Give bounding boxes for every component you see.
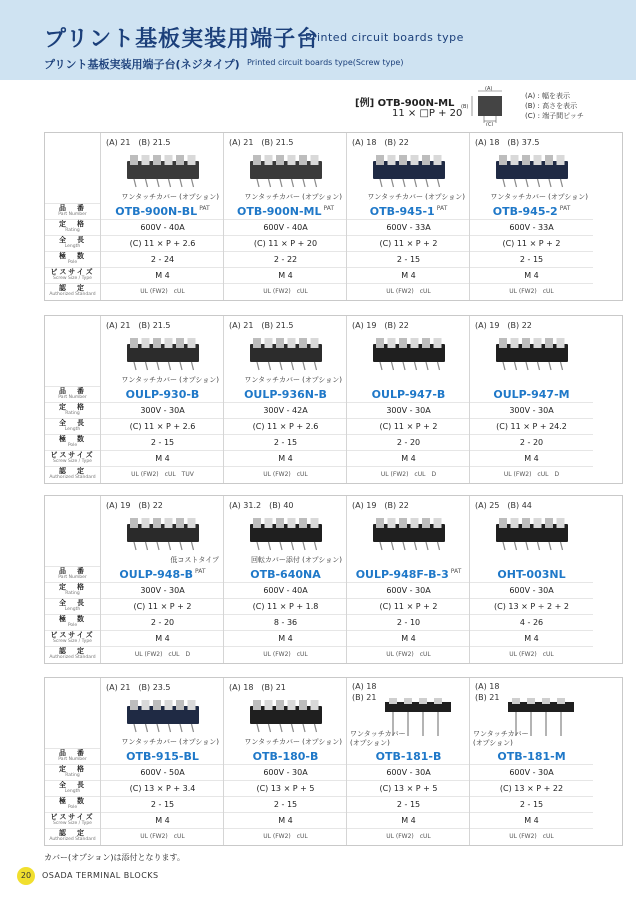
page-header xyxy=(0,0,636,80)
product-dimensions: (A) 31.2 (B) 40 xyxy=(229,501,294,510)
product-length: (C) 11 × P + 2.6 xyxy=(101,235,224,251)
product-length: (C) 13 × P + 22 xyxy=(470,780,593,796)
product-dimensions: (A) 21 (B) 23.5 xyxy=(106,683,171,692)
product-caption: ワンタッチカバー (オプション) xyxy=(244,376,342,384)
product-dimensions: (A) 25 (B) 44 xyxy=(475,501,532,510)
product-rating: 300V - 30A xyxy=(470,402,593,418)
product-group-1 xyxy=(44,132,623,301)
label-authorized-standard: 認 定 Authorized Standard xyxy=(45,646,100,662)
label-screw-size: ビスサイズ Screw Size / Type xyxy=(45,450,100,466)
product-poles: 2 - 15 xyxy=(347,251,470,267)
product-poles: 2 - 10 xyxy=(347,614,470,630)
label-screw-size: ビスサイズ Screw Size / Type xyxy=(45,630,100,646)
label-authorized-standard: 認 定 Authorized Standard xyxy=(45,283,100,299)
product-screw-size: M 4 xyxy=(347,450,470,466)
example-legend xyxy=(525,91,584,121)
patent-mark: PAT xyxy=(559,205,571,213)
label-rating: 定 格 Rating xyxy=(45,582,100,598)
product-poles: 2 - 15 xyxy=(101,796,224,812)
product-dimensions: (A) 21 (B) 21.5 xyxy=(229,321,294,330)
label-length: 全 長 Length xyxy=(45,418,100,434)
product-poles: 2 - 20 xyxy=(470,434,593,450)
product-caption: ワンタッチカバー (オプション) xyxy=(473,730,529,747)
terminal-block-image xyxy=(117,332,209,374)
section-subtitle-english: Printed circuit boards type(Screw type) xyxy=(247,58,404,67)
footer-brand: OSADA TERMINAL BLOCKS xyxy=(42,871,159,880)
product-rating: 600V - 30A xyxy=(470,582,593,598)
product-group-2 xyxy=(44,315,623,484)
product-rating: 300V - 30A xyxy=(101,582,224,598)
product-card xyxy=(223,678,346,845)
product-part-number: OHT-003NL xyxy=(497,568,566,581)
terminal-block-image xyxy=(240,332,332,374)
product-part-number: OULP-947-M xyxy=(493,388,570,401)
product-certification: UL (FW2) cUL xyxy=(470,283,593,299)
product-length: (C) 11 × P + 2 xyxy=(101,598,224,614)
label-authorized-standard: 認 定 Authorized Standard xyxy=(45,828,100,844)
product-caption: ワンタッチカバー (オプション) xyxy=(244,738,342,746)
product-poles: 2 - 15 xyxy=(101,434,224,450)
product-dimensions: (A) 18 (B) 21 xyxy=(229,683,286,692)
product-part-number: OTB-900N-ML $^{PAT}$ xyxy=(236,205,335,218)
product-caption: 回転カバー添付 (オプション) xyxy=(250,556,342,564)
label-screw-size: ビスサイズ Screw Size / Type xyxy=(45,812,100,828)
page-title: プリント基板実装用端子台 xyxy=(44,27,320,52)
terminal-block-image xyxy=(486,332,578,374)
product-part-number: OTB-180-B xyxy=(252,750,319,763)
terminal-block-image xyxy=(117,149,209,191)
terminal-block-image xyxy=(240,149,332,191)
product-certification: UL (FW2) cUL xyxy=(347,828,470,844)
product-length: (C) 13 × P + 5 xyxy=(224,780,347,796)
product-poles: 2 - 22 xyxy=(224,251,347,267)
product-length: (C) 13 × P ÷ 2 + 2 xyxy=(470,598,593,614)
label-length: 全 長 Length xyxy=(45,235,100,251)
product-screw-size: M 4 xyxy=(470,812,593,828)
product-card xyxy=(346,496,469,663)
legend-a: (A) : 幅を表示 xyxy=(525,92,571,100)
product-part-number: OTB-945-2 $^{PAT}$ xyxy=(492,205,571,218)
product-group-3 xyxy=(44,495,623,664)
product-caption: ワンタッチカバー (オプション) xyxy=(121,738,219,746)
product-certification: UL (FW2) cUL xyxy=(224,828,347,844)
product-caption: ワンタッチカバー (オプション) xyxy=(490,193,588,201)
product-length: (C) 11 × P + 2.6 xyxy=(224,418,347,434)
product-length: (C) 11 × P + 24.2 xyxy=(470,418,593,434)
product-group-4 xyxy=(44,677,623,846)
terminal-block-image xyxy=(486,149,578,191)
label-pole: 極 数 Pole xyxy=(45,434,100,450)
product-card xyxy=(223,316,346,483)
product-certification: UL (FW2) cUL xyxy=(224,466,347,482)
dim-c-label: (C) xyxy=(486,122,494,126)
label-length: 全 長 Length xyxy=(45,780,100,796)
product-rating: 300V - 30A xyxy=(347,402,470,418)
legend-b: (B) : 高さを表示 xyxy=(525,102,578,110)
product-poles: 2 - 15 xyxy=(470,251,593,267)
product-part-number: OULP-930-B xyxy=(125,388,200,401)
label-part-number: 品 番 Part Number xyxy=(45,386,100,402)
product-caption: ワンタッチカバー (オプション) xyxy=(121,376,219,384)
product-rating: 600V - 40A xyxy=(101,219,224,235)
product-dimensions: (A) 18 (B) 22 xyxy=(352,138,409,147)
product-caption: ワンタッチカバー (オプション) xyxy=(350,730,406,747)
product-rating: 600V - 40A xyxy=(224,582,347,598)
product-length: (C) 13 × P + 5 xyxy=(347,780,470,796)
product-card xyxy=(346,678,469,845)
product-rating: 600V - 30A xyxy=(470,764,593,780)
product-dimensions: (A) 19 (B) 22 xyxy=(106,501,163,510)
patent-mark: PAT xyxy=(199,205,210,213)
product-length: (C) 11 × P + 2.6 xyxy=(101,418,224,434)
label-screw-size: ビスサイズ Screw Size / Type xyxy=(45,267,100,283)
product-certification: UL (FW2) cUL xyxy=(101,283,224,299)
product-rating: 600V - 50A xyxy=(101,764,224,780)
product-screw-size: M 4 xyxy=(470,267,593,283)
product-poles: 2 - 15 xyxy=(347,796,470,812)
product-screw-size: M 4 xyxy=(101,630,224,646)
product-part-number: OULP-948F-B-3 $^{PAT}$ xyxy=(355,568,462,581)
terminal-block-image xyxy=(363,149,455,191)
product-screw-size: M 4 xyxy=(101,267,224,283)
product-rating: 600V - 33A xyxy=(470,219,593,235)
product-length: (C) 11 × P + 2 xyxy=(347,598,470,614)
terminal-block-image xyxy=(240,512,332,554)
label-rating: 定 格 Rating xyxy=(45,402,100,418)
product-rating: 600V - 30A xyxy=(347,582,470,598)
terminal-block-image xyxy=(240,694,332,736)
example-part-number: [例] OTB-900N-ML xyxy=(355,98,455,109)
product-length: (C) 11 × P + 20 xyxy=(224,235,347,251)
product-certification: UL (FW2) cUL xyxy=(470,646,593,662)
label-part-number: 品 番 Part Number xyxy=(45,203,100,219)
product-dimensions: (A) 21 (B) 21.5 xyxy=(106,321,171,330)
patent-mark: PAT xyxy=(450,568,462,576)
product-card xyxy=(100,316,223,483)
product-length: (C) 11 × P + 2 xyxy=(347,235,470,251)
product-part-number: OULP-948-B $^{PAT}$ xyxy=(119,568,206,581)
product-caption: ワンタッチカバー (オプション) xyxy=(121,193,219,201)
dim-b-label: (B) xyxy=(461,104,469,110)
product-poles: 2 - 15 xyxy=(470,796,593,812)
product-dimensions: (A) 19 (B) 22 xyxy=(352,321,409,330)
legend-c: (C) : 端子間ピッチ xyxy=(525,112,584,120)
product-card xyxy=(223,496,346,663)
patent-mark: PAT xyxy=(436,205,448,213)
product-poles: 2 - 15 xyxy=(224,434,347,450)
product-certification: UL (FW2) cUL xyxy=(224,283,347,299)
product-rating: 600V - 40A xyxy=(224,219,347,235)
product-part-number: OTB-900N-BL $^{PAT}$ xyxy=(115,205,210,218)
terminal-block-image xyxy=(117,694,209,736)
label-pole: 極 数 Pole xyxy=(45,796,100,812)
cover-note: カバー(オプション)は添付となります。 xyxy=(44,853,185,862)
product-dimensions: (A) 18 (B) 21 xyxy=(475,682,500,702)
product-length: (C) 13 × P + 3.4 xyxy=(101,780,224,796)
product-caption: ワンタッチカバー (オプション) xyxy=(244,193,342,201)
product-caption: 低コストタイプ xyxy=(170,556,219,564)
product-card xyxy=(346,316,469,483)
product-rating: 600V - 30A xyxy=(224,764,347,780)
product-screw-size: M 4 xyxy=(101,812,224,828)
product-screw-size: M 4 xyxy=(224,630,347,646)
product-part-number: OTB-915-BL xyxy=(126,750,199,763)
label-authorized-standard: 認 定 Authorized Standard xyxy=(45,466,100,482)
product-certification: UL (FW2) cUL D xyxy=(470,466,593,482)
product-card xyxy=(469,678,592,845)
label-part-number: 品 番 Part Number xyxy=(45,566,100,582)
product-poles: 2 - 20 xyxy=(347,434,470,450)
product-certification: UL (FW2) cUL xyxy=(347,646,470,662)
product-screw-size: M 4 xyxy=(347,267,470,283)
product-certification: UL (FW2) cUL xyxy=(224,646,347,662)
label-length: 全 長 Length xyxy=(45,598,100,614)
product-part-number: OULP-936N-B xyxy=(244,388,327,401)
patent-mark: PAT xyxy=(195,568,206,576)
product-dimensions: (A) 19 (B) 22 xyxy=(352,501,409,510)
product-part-number: OTB-181-B xyxy=(375,750,442,763)
product-certification: UL (FW2) cUL xyxy=(101,828,224,844)
product-card xyxy=(469,133,592,300)
product-dimensions: (A) 18 (B) 21 xyxy=(352,682,377,702)
product-card xyxy=(100,496,223,663)
dim-a-label: (A) xyxy=(485,86,493,92)
product-card xyxy=(346,133,469,300)
product-part-number: OULP-947-B xyxy=(371,388,446,401)
product-card xyxy=(469,316,592,483)
dimension-diagram-icon xyxy=(460,86,516,126)
terminal-block-image xyxy=(486,512,578,554)
patent-mark: PAT xyxy=(323,205,335,213)
product-caption: ワンタッチカバー (オプション) xyxy=(367,193,465,201)
label-rating: 定 格 Rating xyxy=(45,764,100,780)
product-part-number: OTB-640NA xyxy=(250,568,321,581)
product-certification: UL (FW2) cUL D xyxy=(347,466,470,482)
product-card xyxy=(469,496,592,663)
product-rating: 300V - 42A xyxy=(224,402,347,418)
label-part-number: 品 番 Part Number xyxy=(45,748,100,764)
product-card xyxy=(223,133,346,300)
page-number: 20 xyxy=(17,867,35,885)
product-dimensions: (A) 18 (B) 37.5 xyxy=(475,138,540,147)
terminal-block-image xyxy=(363,512,455,554)
product-screw-size: M 4 xyxy=(224,812,347,828)
page-title-english: Printed circuit boards type xyxy=(305,31,464,44)
product-screw-size: M 4 xyxy=(101,450,224,466)
product-poles: 2 - 24 xyxy=(101,251,224,267)
product-card xyxy=(100,133,223,300)
product-card xyxy=(100,678,223,845)
terminal-block-image xyxy=(117,512,209,554)
product-part-number: OTB-181-M xyxy=(497,750,566,763)
product-part-number: OTB-945-1 $^{PAT}$ xyxy=(369,205,448,218)
product-rating: 600V - 33A xyxy=(347,219,470,235)
product-length: (C) 11 × P + 2 xyxy=(470,235,593,251)
label-pole: 極 数 Pole xyxy=(45,251,100,267)
product-certification: UL (FW2) cUL D xyxy=(101,646,224,662)
product-poles: 2 - 15 xyxy=(224,796,347,812)
example-box xyxy=(355,86,625,126)
terminal-block-image xyxy=(363,332,455,374)
product-certification: UL (FW2) cUL xyxy=(470,828,593,844)
product-dimensions: (A) 21 (B) 21.5 xyxy=(229,138,294,147)
product-dimensions: (A) 19 (B) 22 xyxy=(475,321,532,330)
product-length: (C) 11 × P + 1.8 xyxy=(224,598,347,614)
product-dimensions: (A) 21 (B) 21.5 xyxy=(106,138,171,147)
product-poles: 2 - 20 xyxy=(101,614,224,630)
section-subtitle: プリント基板実装用端子台(ネジタイプ) xyxy=(44,58,240,71)
product-screw-size: M 4 xyxy=(347,630,470,646)
product-poles: 4 - 26 xyxy=(470,614,593,630)
product-screw-size: M 4 xyxy=(470,450,593,466)
product-length: (C) 11 × P + 2 xyxy=(347,418,470,434)
product-rating: 300V - 30A xyxy=(101,402,224,418)
product-screw-size: M 4 xyxy=(347,812,470,828)
product-screw-size: M 4 xyxy=(470,630,593,646)
product-certification: UL (FW2) cUL TUV xyxy=(101,466,224,482)
example-formula: 11 × □P + 20 xyxy=(392,108,463,119)
label-pole: 極 数 Pole xyxy=(45,614,100,630)
product-certification: UL (FW2) cUL xyxy=(347,283,470,299)
product-screw-size: M 4 xyxy=(224,450,347,466)
product-rating: 600V - 30A xyxy=(347,764,470,780)
product-screw-size: M 4 xyxy=(224,267,347,283)
label-rating: 定 格 Rating xyxy=(45,219,100,235)
product-poles: 8 - 36 xyxy=(224,614,347,630)
